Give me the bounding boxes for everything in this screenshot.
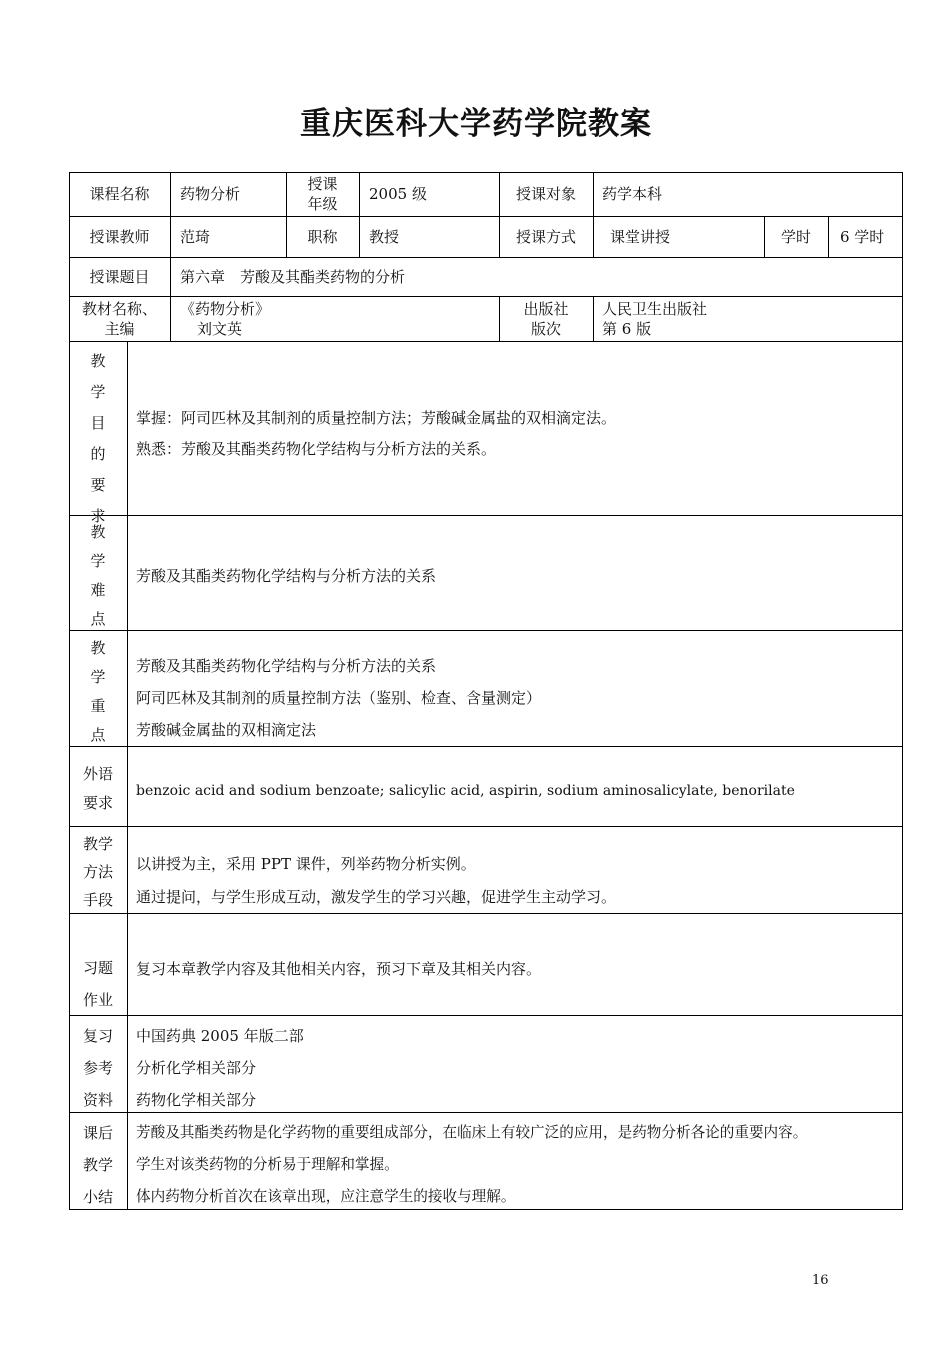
topic-value: 第六章 芳酸及其酯类药物的分析 xyxy=(180,268,406,286)
course-name-value: 药物分析 xyxy=(180,185,241,203)
textbook-editor: 刘文英 xyxy=(197,320,243,338)
publisher-label-line1: 出版社 xyxy=(523,300,569,318)
row-divider xyxy=(69,746,903,747)
goals-content: 掌握：阿司匹林及其制剂的质量控制方法；芳酸碱金属盐的双相滴定法。 熟悉：芳酸及其酯类药物化学结构与分析方法的关系。 xyxy=(136,409,617,458)
page-number: 16 xyxy=(812,1273,829,1288)
homework-content: 复习本章教学内容及其他相关内容，预习下章及其相关内容。 xyxy=(136,960,542,978)
teacher-label: 授课教师 xyxy=(89,228,150,246)
grade-value: 2005 级 xyxy=(369,185,427,203)
grade-label-line2: 年级 xyxy=(307,195,338,213)
target-label: 授课对象 xyxy=(515,185,576,203)
publisher-value: 人民卫生出版社 xyxy=(602,300,708,318)
summary-content: 芳酸及其酯类药物是化学药物的重要组成部分，在临床上有较广泛的应用，是药物分析各论的重要内容。 学生对该类药物的分析易于理解和掌握。 体内药物分析首次在该章出现，应注意学生的接收与理解。 xyxy=(136,1124,808,1205)
difficulty-content: 芳酸及其酯类药物化学结构与分析方法的关系 xyxy=(136,567,437,585)
row-divider xyxy=(69,630,903,631)
foreign-label: 外语 要求 xyxy=(82,765,113,812)
textbook-title: 《药物分析》 xyxy=(180,300,271,318)
textbook-label-line1: 教材名称、 xyxy=(81,300,157,318)
hours-value: 6 学时 xyxy=(840,228,885,246)
page-title: 重庆医科大学药学院教案 xyxy=(300,106,652,142)
edition-value: 第 6 版 xyxy=(602,320,652,338)
row-divider xyxy=(69,826,903,827)
publisher-label-line2: 版次 xyxy=(530,320,561,338)
row-divider xyxy=(69,341,903,342)
methods-label: 教学 方法 手段 xyxy=(82,835,113,909)
keypoints-content: 芳酸及其酯类药物化学结构与分析方法的关系 阿司匹林及其制剂的质量控制方法（鉴别、检查、含量测定） 芳酸碱金属盐的双相滴定法 xyxy=(136,657,542,739)
col-divider xyxy=(593,296,594,341)
methods-content: 以讲授为主，采用 PPT 课件，列举药物分析实例。 通过提问，与学生形成互动，激发学生的学习兴趣，促进学生主动学习。 xyxy=(136,855,617,906)
col-divider xyxy=(359,172,360,257)
col-divider xyxy=(170,172,171,341)
references-label: 复习 参考 资料 xyxy=(82,1027,113,1109)
row-divider xyxy=(69,296,903,297)
goals-label: 教 学 目 的 要 求 xyxy=(90,352,106,525)
difficulty-label: 教 学 难 点 xyxy=(90,523,106,628)
col-divider xyxy=(127,341,128,1210)
col-divider xyxy=(593,172,594,257)
topic-label: 授课题目 xyxy=(89,268,150,286)
job-title-label: 职称 xyxy=(307,228,338,246)
course-name-label: 课程名称 xyxy=(89,185,150,203)
summary-label: 课后 教学 小结 xyxy=(82,1124,113,1206)
col-divider xyxy=(828,216,829,257)
row-divider xyxy=(69,257,903,258)
homework-label: 习题 作业 xyxy=(82,959,113,1009)
row-divider xyxy=(69,1015,903,1016)
row-divider xyxy=(69,216,903,217)
foreign-content: benzoic acid and sodium benzoate; salicylic acid, aspirin, sodium aminosalicylate, benorilate xyxy=(136,783,795,799)
keypoints-label: 教 学 重 点 xyxy=(90,639,106,744)
teaching-mode-label: 授课方式 xyxy=(515,228,576,246)
target-value: 药学本科 xyxy=(602,185,663,203)
grade-label-line1: 授课 xyxy=(307,175,338,193)
teacher-value: 范琦 xyxy=(180,228,211,246)
textbook-label-line2: 主编 xyxy=(104,320,135,338)
hours-label: 学时 xyxy=(780,228,811,246)
job-title-value: 教授 xyxy=(369,228,400,246)
row-divider xyxy=(69,515,903,516)
references-content: 中国药典 2005 年版二部 分析化学相关部分 药物化学相关部分 xyxy=(136,1027,304,1109)
teaching-mode-value: 课堂讲授 xyxy=(610,228,671,246)
